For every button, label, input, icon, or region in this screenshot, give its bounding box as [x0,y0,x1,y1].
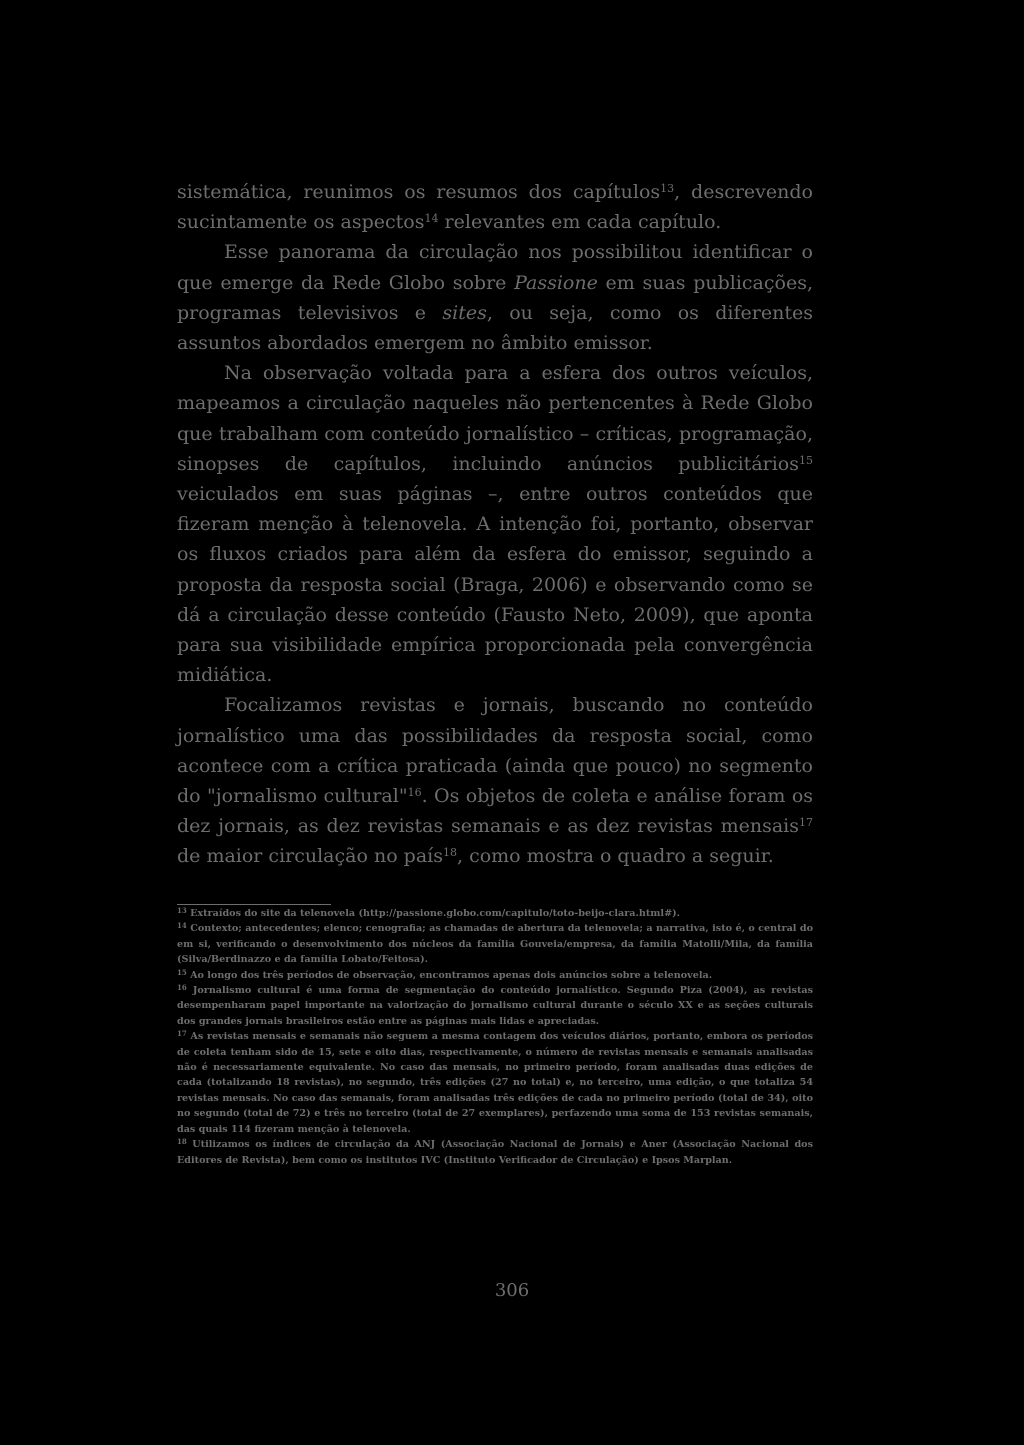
paragraph-4: Focalizamos revistas e jornais, buscando no conteúdo jornalístico uma das possibilidades da resposta social, como acontece com a crítica praticada (ainda que pouco) no segmento do "jornalismo cultural"$^{16}$. Os objetos de coleta e análise foram os dez jornais, as dez revistas semanais e as dez revistas mensais$^{17}$ de maior circulação no país$^{18}$, como mostra o quadro a seguir. [177,694,814,868]
paragraph-2: Esse panorama da circulação nos possibilitou identificar o que emerge da Rede Globo sobre Passione em suas publicações, programas televisivos e sites, ou seja, como os diferentes assuntos abordados emergem no âmbito emissor. [177,241,813,355]
footnote-17: $^{17}$ As revistas mensais e semanais não seguem a mesma contagem dos veículos diários, portanto, embora os períodos de coleta tenham sido de 15, sete e oito dias, respectivamente, o número de revistas mensais e semanais analisadas não é necessariamente equivalente. No caso das mensais, no primeiro período, foram analisadas duas edições de cada (totalizando 18 revistas), no segundo, três edições (27 no total) e, no terceiro, uma edição, o que totaliza 54 revistas mensais. No caso das semanais, foram analisadas três edições de cada no primeiro período (total de 34), oito no segundo (total de 72) e três no terceiro (total de 27 exemplares), perfazendo uma soma de 153 revistas semanais, das quais 114 fizeram menção à telenovela. [177,1029,813,1135]
footnote-16: $^{16}$ Jornalismo cultural é uma forma de segmentação do conteúdo jornalístico. Segundo Piza (2004), as revistas desempenharam papel importante na valorização do jornalismo cultural durante o século XX e as seções culturais dos grandes jornais brasileiros estão entre as páginas mais lidas e apreciadas. [177,983,813,1027]
footnote-ref-13[interactable]: 13 [660,182,675,195]
paragraph-1: sistemática, reunimos os resumos dos capítulos$^{13}$, descrevendo sucintamente os aspectos$^{14}$ relevantes em cada capítulo. [177,181,813,234]
footnote-18: $^{18}$ Utilizamos os índices de circulação da ANJ (Associação Nacional de Jornais) e Aner (Associação Nacional dos Editores de Revista), bem como os institutos IVC (Instituto Verificador de Circulação) e Ipsos Marplan. [177,1137,813,1166]
footnote-ref-16[interactable]: 16 [407,786,422,800]
footnote-ref-17[interactable]: 17 [799,816,813,830]
footnote-ref-14[interactable]: 14 [424,212,439,226]
body-text [177,177,813,872]
footnotes [177,906,813,1168]
footnote-divider [177,904,331,905]
footnote-13: $^{13}$ Extraídos do site da telenovela (http://passione.globo.com/capitulo/toto-beijo-clara.html#). [177,906,680,919]
footnote-ref-15[interactable]: 15 [799,453,813,467]
footnote-15: $^{15}$ Ao longo dos três períodos de observação, encontramos apenas dois anúncios sobre a telenovela. [177,967,713,981]
page-number: 306 [494,1280,530,1301]
footnote-14: $^{14}$ Contexto; antecedentes; elenco; cenografia; as chamadas de abertura da telenovela; a narrativa, isto é, o central do em si, verificando o desenvolvimento dos núcleos da família Gouveia/empresa, da família Matolli/Mila, da família (Silva/Berdinazzo e da família Lobato/Feitosa). [177,921,813,966]
footnote-ref-18[interactable]: 18 [443,846,457,860]
paragraph-3: Na observação voltada para a esfera dos outros veículos, mapeamos a circulação naqueles não pertencentes à Rede Globo que trabalham com conteúdo jornalístico – críticas, programação, sinopses de capítulos, incluindo anúncios publicitários$^{15}$ veiculados em suas páginas –, entre outros conteúdos que fizeram menção à telenovela. A intenção foi, portanto, observar os fluxos criados para além da esfera do emissor, seguindo a proposta da resposta social (Braga, 2006) e observando como se dá a circulação desse conteúdo (Fausto Neto, 2009), que aponta para sua visibilidade empírica proporcionada pela convergência midiática. [177,362,813,687]
